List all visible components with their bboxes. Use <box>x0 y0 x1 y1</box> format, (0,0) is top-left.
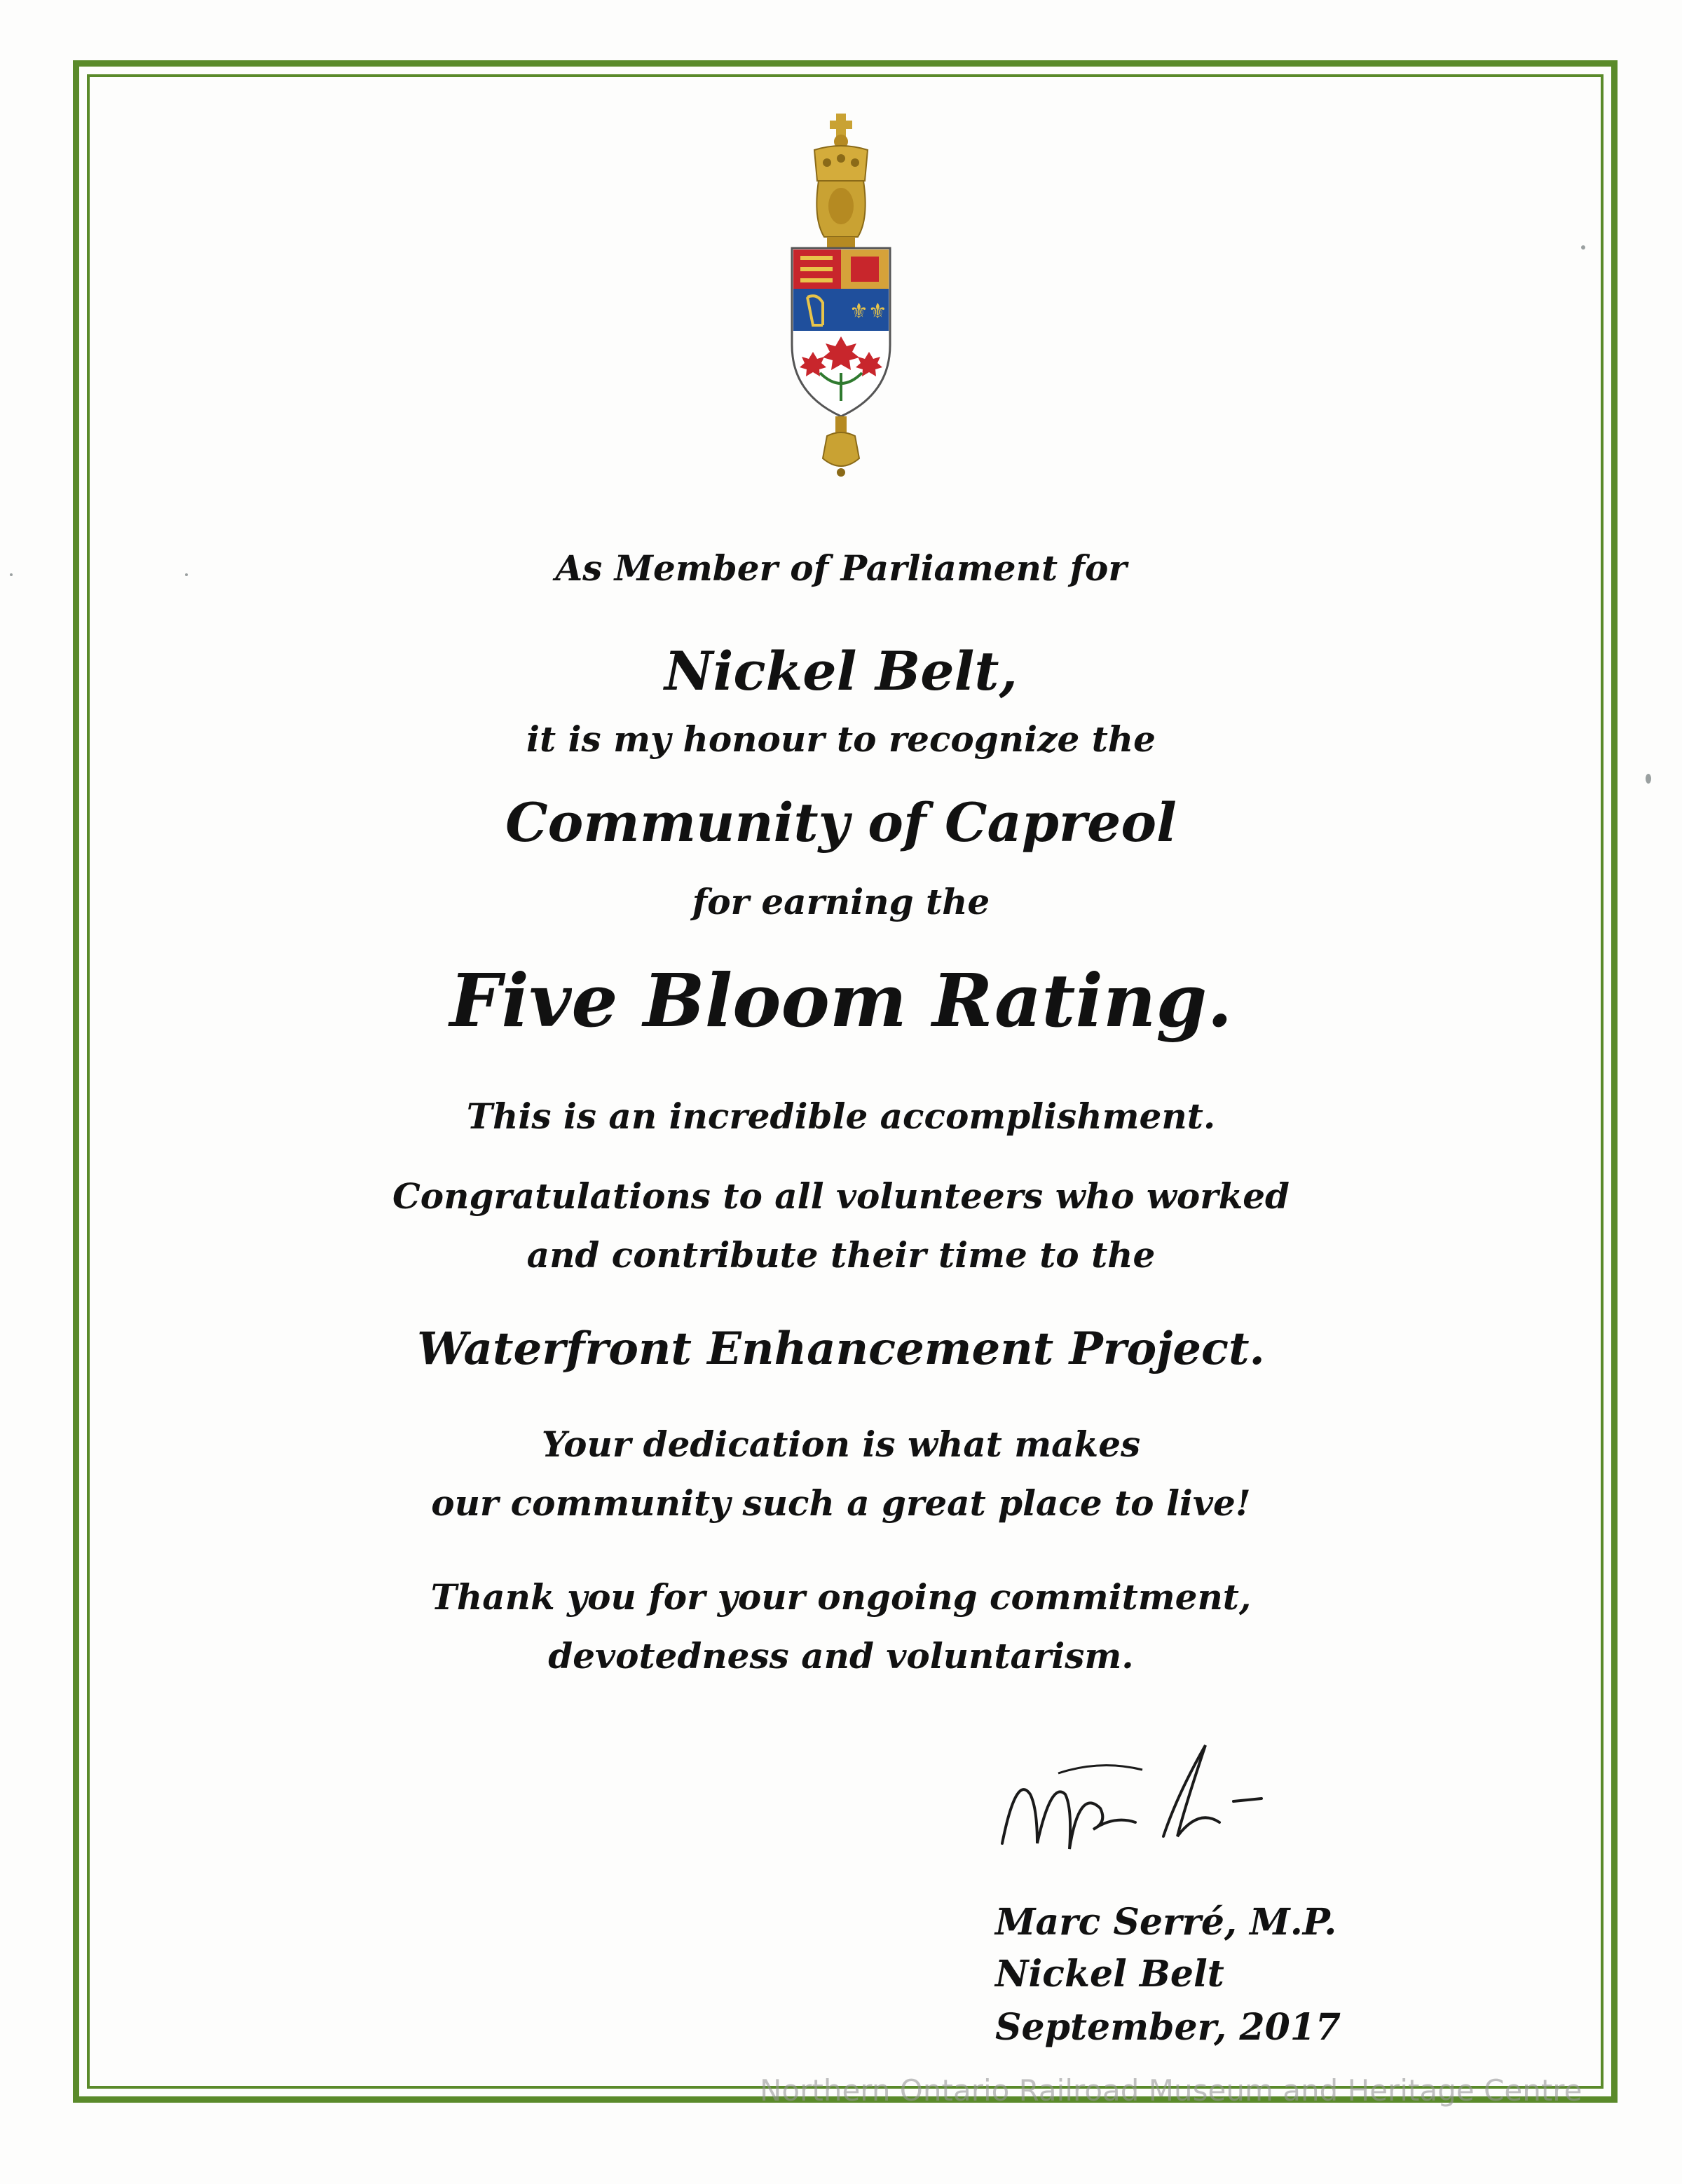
accomplishment-line: This is an incredible accomplishment. <box>466 1096 1216 1137</box>
earning-line: for earning the <box>692 881 990 922</box>
signatory-name: Marc Serré, M.P. <box>995 1901 1337 1944</box>
congratulations-line-2: and contribute their time to the <box>526 1234 1156 1276</box>
signatory-riding: Nickel Belt <box>995 1953 1224 1995</box>
congratulations-line-1: Congratulations to all volunteers who worked <box>392 1175 1290 1217</box>
recipient-name: Community of Capreol <box>505 791 1177 854</box>
scan-speck <box>185 573 188 576</box>
intro-line: As Member of Parliament for <box>555 547 1127 589</box>
scan-speck <box>1581 245 1585 250</box>
dedication-line-1: Your dedication is what makes <box>541 1424 1141 1465</box>
signature-date: September, 2017 <box>995 2006 1341 2049</box>
riding-name: Nickel Belt, <box>664 640 1018 702</box>
thanks-line-1: Thank you for your ongoing commitment, <box>430 1576 1252 1618</box>
thanks-line-2: devotedness and voluntarism. <box>548 1635 1134 1677</box>
handwritten-signature <box>995 1731 1290 1871</box>
scan-speck <box>1646 774 1651 784</box>
project-name: Waterfront Enhancement Project. <box>417 1323 1265 1375</box>
dedication-line-2: our community such a great place to live! <box>431 1482 1251 1524</box>
museum-watermark: Northern Ontario Railroad Museum and Heritage Centre <box>760 2073 1582 2108</box>
recognize-line: it is my honour to recognize the <box>526 718 1156 760</box>
award-title: Five Bloom Rating. <box>449 957 1233 1044</box>
house-of-commons-mace-crest-icon <box>771 114 911 478</box>
scan-speck <box>10 573 13 576</box>
svg-text:⚜⚜: ⚜⚜ <box>849 299 887 324</box>
